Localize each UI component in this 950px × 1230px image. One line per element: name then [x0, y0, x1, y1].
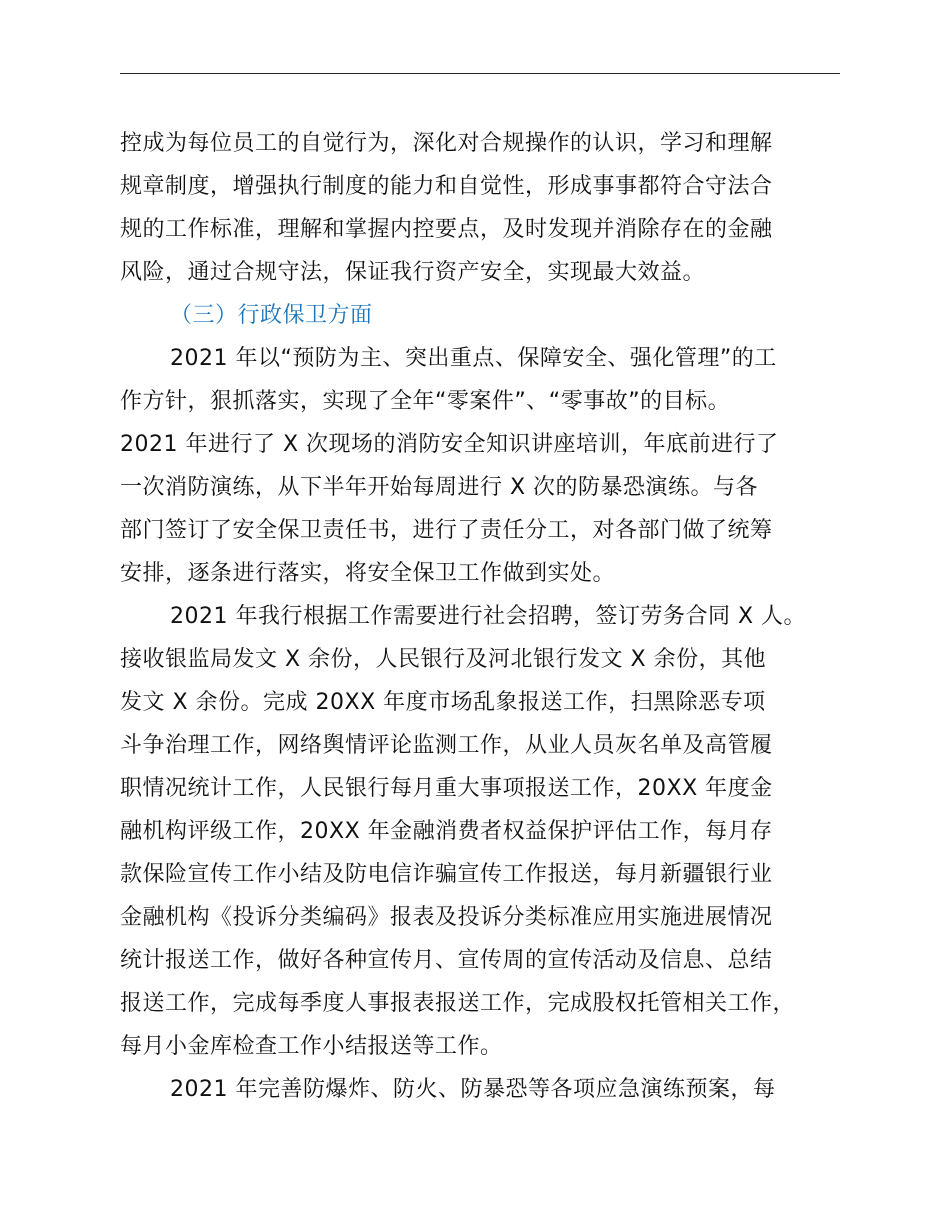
paragraph-line: 斗争治理工作，网络舆情评论监测工作，从业人员灰名单及高管履 [120, 733, 773, 758]
paragraph-line: 接收银监局发文 X 余份，人民银行及河北银行发文 X 余份，其他 [120, 647, 767, 672]
section-heading: （三）行政保卫方面 [170, 303, 373, 328]
paragraph-line: 每月小金库检查工作小结报送等工作。 [120, 1034, 503, 1059]
paragraph-line: 款保险宣传工作小结及防电信诈骗宣传工作报送，每月新疆银行业 [120, 862, 773, 887]
paragraph-line: 规的工作标准，理解和掌握内控要点，及时发现并消除存在的金融 [120, 217, 773, 242]
paragraph-line: 安排，逐条进行落实，将安全保卫工作做到实处。 [120, 561, 616, 586]
paragraph-line: 金融机构《投诉分类编码》报表及投诉分类标准应用实施进展情况 [120, 905, 773, 930]
paragraph-line: 作方针，狠抓落实，实现了全年“零案件”、“零事故”的目标。 [120, 389, 731, 414]
paragraph-line: 2021 年以“预防为主、突出重点、保障安全、强化管理”的工 [170, 346, 777, 371]
paragraph-line: 融机构评级工作，20XX 年金融消费者权益保护评估工作，每月存 [120, 819, 773, 844]
paragraph-line: 统计报送工作，做好各种宣传月、宣传周的宣传活动及信息、总结 [120, 948, 773, 973]
paragraph-line: 2021 年完善防爆炸、防火、防暴恐等各项应急演练预案，每 [170, 1077, 776, 1102]
paragraph-line: 职情况统计工作，人民银行每月重大事项报送工作，20XX 年度金 [120, 776, 773, 801]
paragraph-line: 一次消防演练，从下半年开始每周进行 X 次的防暴恐演练。与各 [120, 475, 759, 500]
paragraph-line: 2021 年我行根据工作需要进行社会招聘，签订劳务合同 X 人。 [170, 604, 807, 629]
paragraph-line: 规章制度，增强执行制度的能力和自觉性，形成事事都符合守法合 [120, 174, 773, 199]
paragraph-line: 发文 X 余份。完成 20XX 年度市场乱象报送工作，扫黑除恶专项 [120, 690, 766, 715]
paragraph-line: 部门签订了安全保卫责任书，进行了责任分工，对各部门做了统筹 [120, 518, 773, 543]
paragraph-line: 控成为每位员工的自觉行为，深化对合规操作的认识，学习和理解 [120, 131, 773, 156]
paragraph-line: 风险，通过合规守法，保证我行资产安全，实现最大效益。 [120, 260, 706, 285]
paragraph-line: 2021 年进行了 X 次现场的消防安全知识讲座培训，年底前进行了 [120, 432, 779, 457]
paragraph-line: 报送工作，完成每季度人事报表报送工作，完成股权托管相关工作， [120, 991, 796, 1016]
